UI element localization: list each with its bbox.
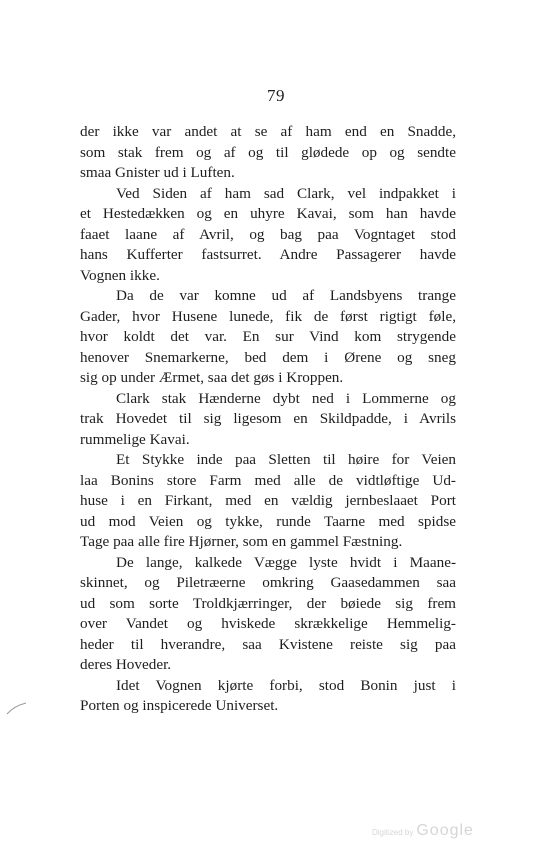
text-line: faaet laane af Avril, og bag paa Vogntaget stod xyxy=(80,225,456,243)
text-line: henover Snemarkerne, bed dem i Ørene og sneg xyxy=(80,348,456,366)
text-line: skinnet, og Piletræerne omkring Gaasedammen saa xyxy=(80,574,456,591)
text-line: Vognen ikke. xyxy=(80,266,160,284)
text-line: huse i en Firkant, med en vældig jernbeslaaet Port xyxy=(80,492,456,509)
text-line: sig op under Ærmet, saa det gøs i Kroppen. xyxy=(80,369,344,386)
text-line: Ved Siden af ham sad Clark, vel indpakket i xyxy=(116,184,456,202)
margin-pen-mark xyxy=(6,700,28,716)
text-line: et Hestedækken og en uhyre Kavai, som han havde xyxy=(80,205,456,222)
text-line: rummelige Kavai. xyxy=(80,430,190,448)
text-line: Gader, hvor Husene lunede, fik de først rigtigt føle, xyxy=(80,307,456,325)
google-watermark xyxy=(372,822,474,840)
text-line: trak Hovedet til sig ligesom en Skildpadde, i Avrils xyxy=(80,410,456,427)
text-line: Idet Vognen kjørte forbi, stod Bonin just i xyxy=(116,676,456,694)
text-line: hans Kufferter fastsurret. Andre Passagerer havde xyxy=(80,246,456,263)
text-line: Tage paa alle fire Hjørner, som en gammel Fæstning. xyxy=(80,533,403,550)
text-line: deres Hoveder. xyxy=(80,656,172,673)
text-line: smaa Gnister ud i Luften. xyxy=(80,164,235,181)
text-line: ud mod Veien og tykke, runde Taarne med spidse xyxy=(80,512,456,530)
body-text xyxy=(80,122,456,717)
text-line: Da de var komne ud af Landsbyens trange xyxy=(116,287,456,304)
text-line: som stak frem og af og til glødede op og sendte xyxy=(80,143,456,161)
text-line: over Vandet og hviskede skrækkelige Hemmelig- xyxy=(80,615,456,632)
text-line: der ikke var andet at se af ham end en Snadde, xyxy=(80,123,456,140)
text-line: Porten og inspicerede Universet. xyxy=(80,697,279,714)
text-line: hvor koldt det var. En sur Vind kom strygende xyxy=(80,328,456,345)
watermark-name: Google xyxy=(416,822,474,839)
text-line: De lange, kalkede Vægge lyste hvidt i Maane- xyxy=(116,553,456,571)
page-number: 79 xyxy=(267,86,285,105)
text-line: Clark stak Hænderne dybt ned i Lommerne og xyxy=(116,389,456,407)
text-line: ud som sorte Troldkjærringer, der bøiede sig frem xyxy=(80,594,456,612)
text-line: heder til hverandre, saa Kvistene reiste sig paa xyxy=(80,635,456,653)
watermark-prefix: Digitized by xyxy=(372,828,414,837)
text-line: laa Bonins store Farm med alle de vidtløftige Ud- xyxy=(80,471,456,489)
text-line: Et Stykke inde paa Sletten til høire for Veien xyxy=(116,451,456,468)
